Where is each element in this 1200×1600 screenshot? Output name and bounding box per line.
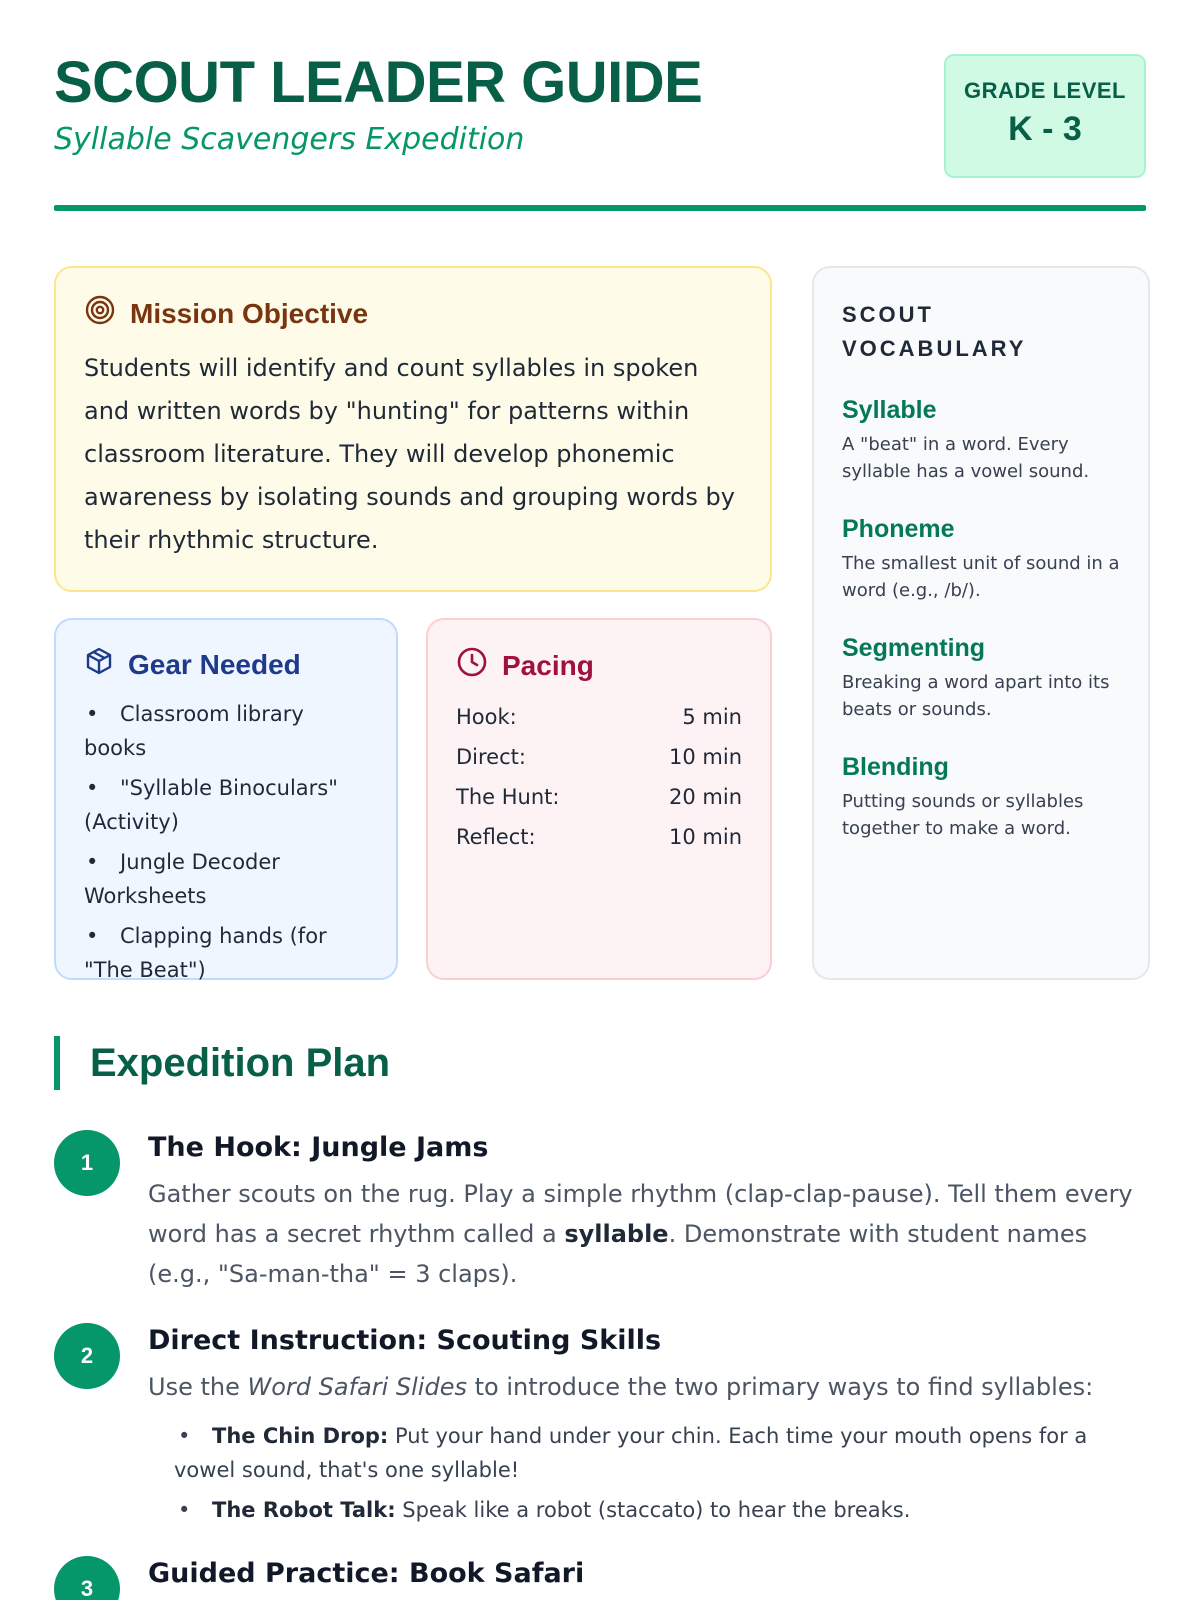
vocab-term-name: Syllable bbox=[842, 396, 937, 424]
step-bullet: • The Robot Talk: Speak like a robot (staccato) to hear the breaks. bbox=[174, 1493, 1154, 1527]
pacing-row bbox=[456, 697, 742, 737]
grade-level-value: K - 3 bbox=[1008, 110, 1082, 148]
pacing-value: 10 min bbox=[669, 825, 742, 849]
gear-item: • Jungle Decoder Worksheets bbox=[84, 845, 368, 913]
vocab-term bbox=[842, 515, 1120, 604]
plan-step bbox=[54, 1556, 1154, 1600]
step-description: Use the Word Safari Slides to introduce the two primary ways to find syllables: bbox=[148, 1373, 1094, 1401]
plan-step bbox=[54, 1130, 1154, 1294]
vocab-term-definition: A "beat" in a word. Every syllable has a vowel sound. bbox=[842, 434, 1090, 482]
clock-icon bbox=[456, 646, 488, 685]
gear-item: • Clapping hands (for "The Beat") bbox=[84, 919, 368, 987]
pacing-label: Direct: bbox=[456, 745, 526, 769]
pacing-list bbox=[456, 697, 742, 857]
gear-item: • Classroom library books bbox=[84, 697, 368, 765]
pacing-row bbox=[456, 777, 742, 817]
target-icon bbox=[84, 294, 116, 333]
header-divider bbox=[54, 205, 1146, 211]
step-description: Gather scouts on the rug. Play a simple rhythm (clap-clap-pause). Tell them every word has a secret rhythm called a syllable. Demonstrate with student names (e.g., "Sa-man-tha" = 3 claps). bbox=[148, 1180, 1133, 1288]
pacing-label: Hook: bbox=[456, 705, 517, 729]
step-bullet: • The Chin Drop: Put your hand under your chin. Each time your mouth opens for a vowel sound, that's one syllable! bbox=[174, 1419, 1154, 1487]
step-number-badge: 2 bbox=[54, 1323, 120, 1389]
mission-title: Mission Objective bbox=[130, 297, 369, 329]
pacing-label: The Hunt: bbox=[456, 785, 560, 809]
box-icon bbox=[84, 646, 114, 683]
vocab-term bbox=[842, 753, 1120, 842]
vocab-term-definition: Breaking a word apart into its beats or sounds. bbox=[842, 672, 1110, 720]
gear-title: Gear Needed bbox=[128, 648, 301, 680]
page-subtitle: Syllable Scavengers Expedition bbox=[54, 122, 525, 157]
vocab-term-name: Segmenting bbox=[842, 634, 986, 662]
step-title: Guided Practice: Book Safari bbox=[148, 1558, 585, 1589]
page-header bbox=[54, 50, 1146, 214]
vocab-term-name: Blending bbox=[842, 753, 949, 781]
vocabulary-title: SCOUT VOCABULARY bbox=[842, 302, 1027, 361]
expedition-plan-heading: Expedition Plan bbox=[54, 1036, 390, 1090]
gear-list bbox=[84, 697, 368, 987]
pacing-value: 20 min bbox=[669, 785, 742, 809]
pacing-title: Pacing bbox=[502, 649, 594, 681]
mission-text: Students will identify and count syllables in spoken and written words by "hunting" for patterns within classroom literature. They will develop phonemic awareness by isolating sounds and grouping words by their rhythmic structure. bbox=[84, 354, 735, 554]
pacing-value: 5 min bbox=[682, 705, 742, 729]
pacing-row bbox=[456, 817, 742, 857]
vocab-term-definition: Putting sounds or syllables together to make a word. bbox=[842, 791, 1084, 839]
page-title: SCOUT LEADER GUIDE bbox=[54, 50, 703, 115]
step-number-badge: 3 bbox=[54, 1556, 120, 1600]
pacing-row bbox=[456, 737, 742, 777]
vocab-term bbox=[842, 396, 1120, 485]
mission-objective-card bbox=[54, 266, 772, 592]
step-title: Direct Instruction: Scouting Skills bbox=[148, 1325, 662, 1356]
gear-needed-card bbox=[54, 618, 398, 980]
grade-level-badge bbox=[944, 54, 1146, 178]
grade-level-label: GRADE LEVEL bbox=[964, 78, 1126, 103]
step-title: The Hook: Jungle Jams bbox=[148, 1132, 489, 1163]
pacing-value: 10 min bbox=[669, 745, 742, 769]
vocab-term-definition: The smallest unit of sound in a word (e.g., /b/). bbox=[842, 553, 1120, 601]
step-bullet-list bbox=[174, 1419, 1154, 1527]
gear-item: • "Syllable Binoculars" (Activity) bbox=[84, 771, 368, 839]
vocabulary-card bbox=[812, 266, 1150, 980]
vocab-term bbox=[842, 634, 1120, 723]
pacing-card bbox=[426, 618, 772, 980]
step-number-badge: 1 bbox=[54, 1130, 120, 1196]
plan-step bbox=[54, 1323, 1154, 1533]
pacing-label: Reflect: bbox=[456, 825, 536, 849]
vocab-term-name: Phoneme bbox=[842, 515, 955, 543]
